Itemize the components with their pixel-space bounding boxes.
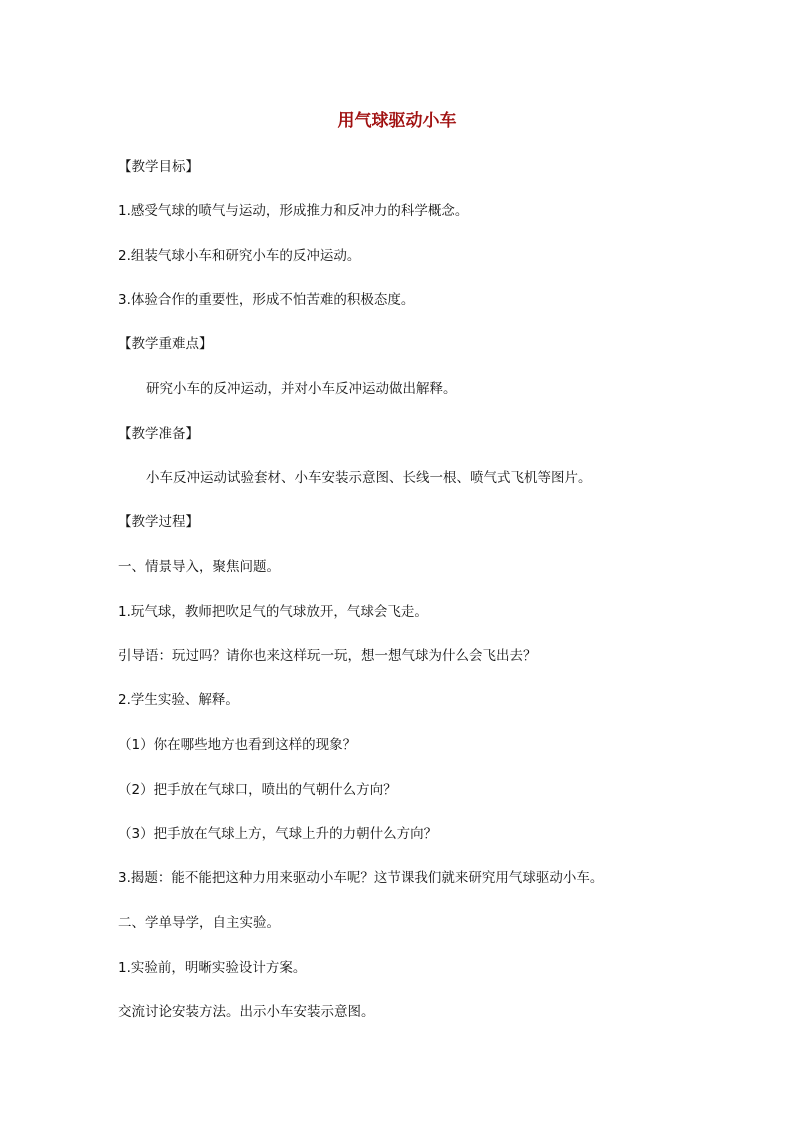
paragraph: 二、学单导学，自主实验。 <box>118 915 280 931</box>
paragraph: 一、情景导入，聚焦问题。 <box>118 559 280 575</box>
paragraph: 交流讨论安装方法。出示小车安装示意图。 <box>118 1004 375 1020</box>
section-heading-objectives: 【教学目标】 <box>118 159 199 175</box>
paragraph: 引导语：玩过吗？请你也来这样玩一玩，想一想气球为什么会飞出去？ <box>118 648 537 664</box>
paragraph: 3.揭题：能不能把这种力用来驱动小车呢？这节课我们就来研究用气球驱动小车。 <box>118 870 604 886</box>
paragraph: 1.玩气球，教师把吹足气的气球放开，气球会飞走。 <box>118 604 428 620</box>
paragraph: 2.组装气球小车和研究小车的反冲运动。 <box>118 248 361 264</box>
paragraph: 小车反冲运动试验套材、小车安装示意图、长线一根、喷气式飞机等图片。 <box>146 470 592 486</box>
section-heading-preparation: 【教学准备】 <box>118 426 199 442</box>
section-heading-process: 【教学过程】 <box>118 514 199 530</box>
paragraph: （1）你在哪些地方也看到这样的现象？ <box>118 737 357 753</box>
section-heading-key-points: 【教学重难点】 <box>118 336 213 352</box>
paragraph: 1.感受气球的喷气与运动，形成推力和反冲力的科学概念。 <box>118 203 469 219</box>
paragraph: 3.体验合作的重要性，形成不怕苦难的积极态度。 <box>118 292 415 308</box>
paragraph: 研究小车的反冲运动，并对小车反冲运动做出解释。 <box>146 381 457 397</box>
paragraph: 1.实验前，明晰实验设计方案。 <box>118 960 307 976</box>
paragraph: （3）把手放在气球上方，气球上升的力朝什么方向？ <box>118 826 438 842</box>
paragraph: 2.学生实验、解释。 <box>118 692 239 708</box>
document-title: 用气球驱动小车 <box>337 111 457 131</box>
paragraph: （2）把手放在气球口，喷出的气朝什么方向？ <box>118 782 397 798</box>
